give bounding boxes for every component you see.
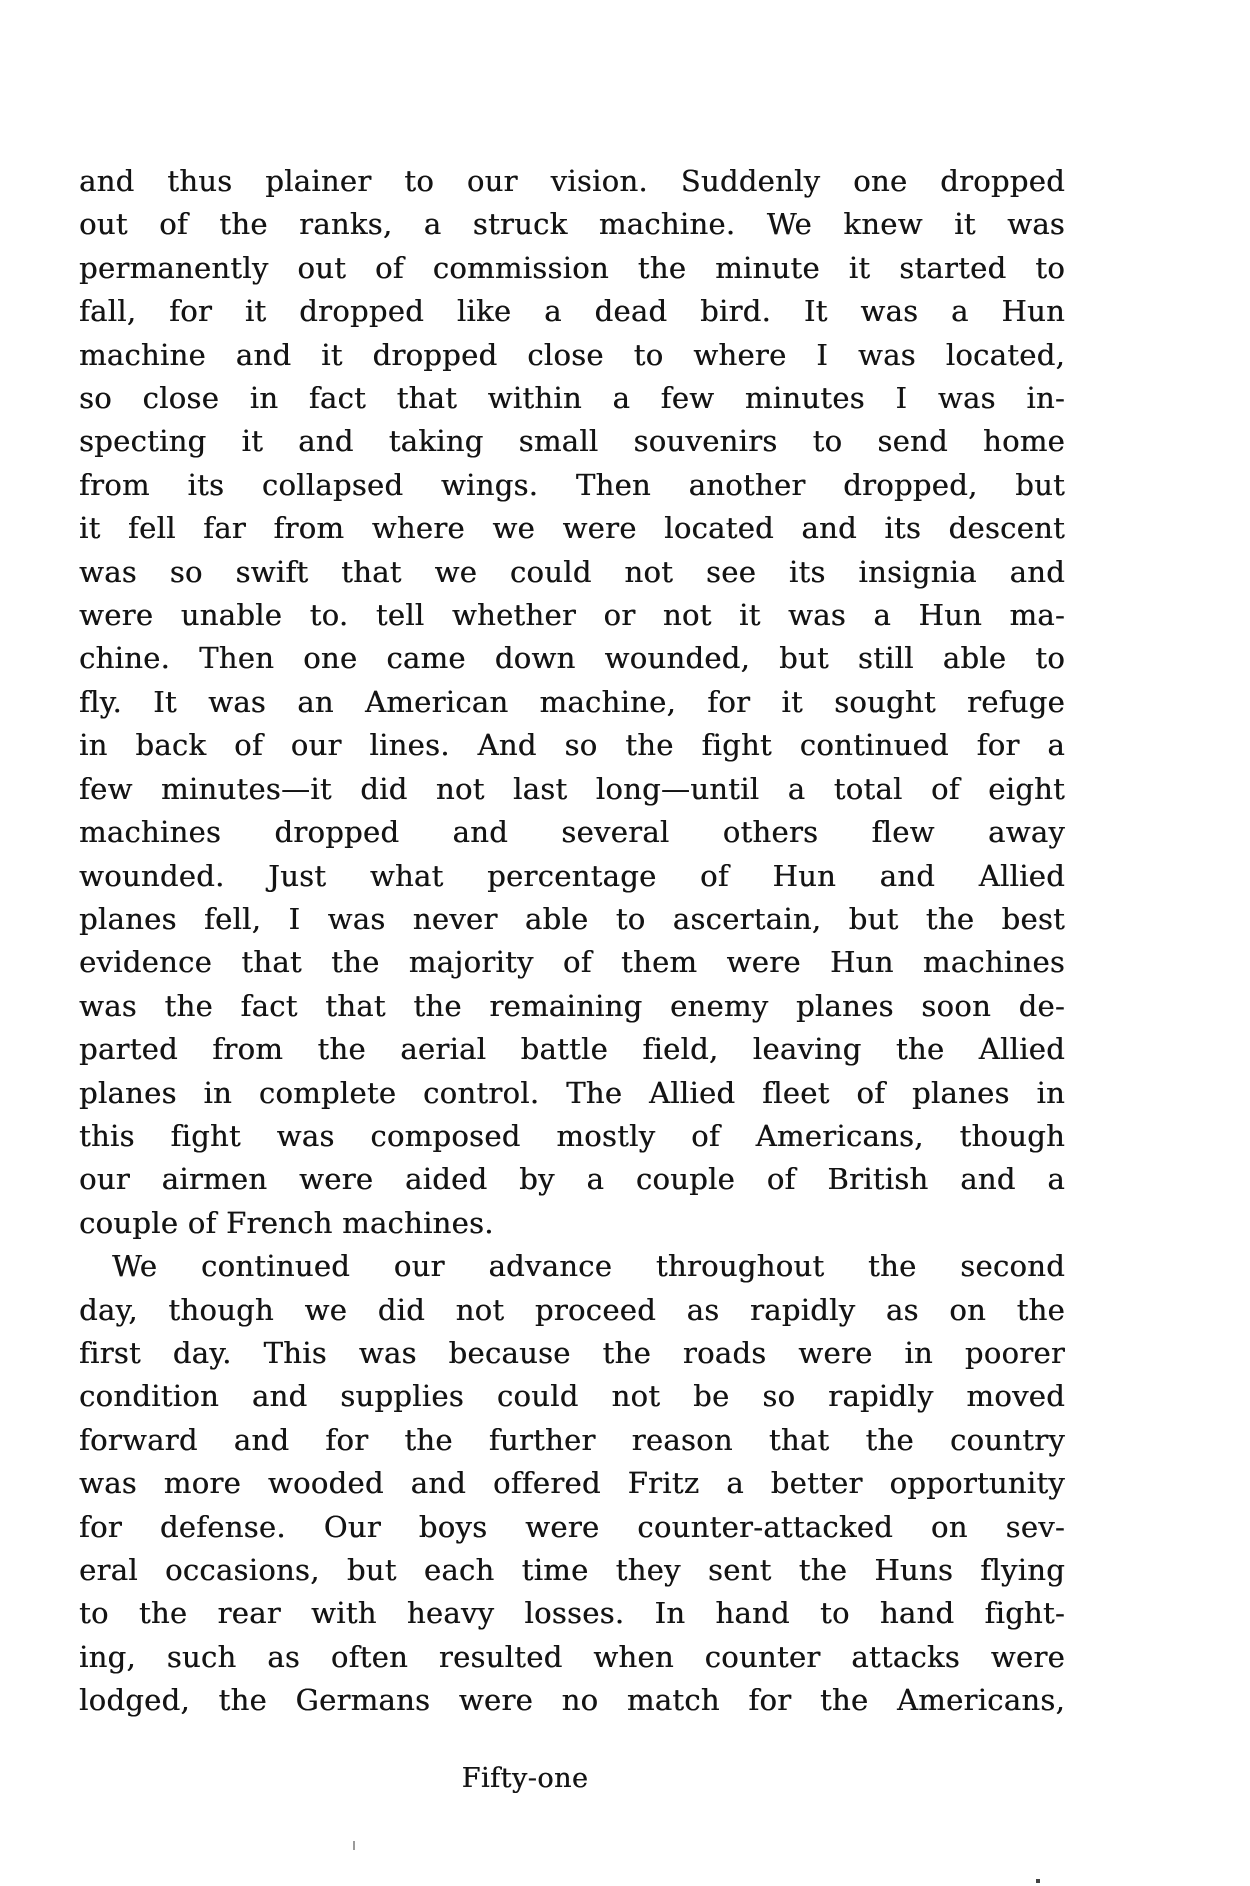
text-line: first day. This was because the roads were in poorer — [79, 1335, 1065, 1370]
text-line: planes fell, I was never able to ascertain, but the best — [79, 901, 1065, 936]
text-line: in back of our lines. And so the fight continued for a — [79, 728, 1065, 763]
paragraph-1 — [79, 160, 1065, 1245]
text-line: so close in fact that within a few minutes I was in- — [79, 381, 1065, 416]
text-line: evidence that the majority of them were Hun machines — [79, 945, 1065, 980]
text-line: machine and it dropped close to where I was located, — [79, 337, 1065, 372]
text-line: fall, for it dropped like a dead bird. It was a Hun — [79, 294, 1065, 329]
scan-artifact — [1036, 1879, 1040, 1883]
scan-artifact — [353, 1841, 355, 1850]
text-line: couple of French machines. — [79, 1205, 494, 1240]
text-line: were unable to. tell whether or not it was a Hun ma- — [79, 598, 1065, 633]
text-line: was the fact that the remaining enemy planes soon de- — [79, 988, 1065, 1023]
text-line: was so swift that we could not see its insignia and — [79, 554, 1065, 589]
text-line: ing, such as often resulted when counter attacks were — [79, 1639, 1065, 1674]
text-line: was more wooded and offered Fritz a better opportunity — [79, 1466, 1065, 1501]
page-number-footer: Fifty-one — [461, 1763, 589, 1794]
text-line: planes in complete control. The Allied fleet of planes in — [79, 1075, 1065, 1110]
text-line: permanently out of commission the minute it started to — [79, 250, 1065, 285]
text-line: from its collapsed wings. Then another dropped, but — [79, 467, 1065, 502]
text-line: forward and for the further reason that the country — [79, 1422, 1065, 1457]
text-line: out of the ranks, a struck machine. We knew it was — [79, 207, 1065, 242]
text-line: eral occasions, but each time they sent the Huns flying — [79, 1553, 1065, 1587]
text-line: to the rear with heavy losses. In hand to hand fight- — [79, 1596, 1065, 1631]
text-line: our airmen were aided by a couple of British and a — [79, 1162, 1065, 1197]
page-text — [79, 160, 1065, 1723]
text-line: condition and supplies could not be so rapidly moved — [79, 1379, 1065, 1414]
text-line: parted from the aerial battle field, leaving the Allied — [79, 1032, 1065, 1067]
text-line: specting it and taking small souvenirs to send home — [79, 424, 1065, 459]
text-line: it fell far from where we were located and its descent — [79, 511, 1065, 546]
text-line: few minutes—it did not last long—until a total of eight — [79, 771, 1065, 806]
text-line: lodged, the Germans were no match for the Americans, — [79, 1683, 1065, 1718]
text-line: wounded. Just what percentage of Hun and Allied — [79, 858, 1065, 893]
text-line: We continued our advance throughout the second — [112, 1249, 1065, 1284]
text-line: day, though we did not proceed as rapidly as on the — [79, 1292, 1065, 1327]
text-line: for defense. Our boys were counter-attacked on sev- — [79, 1509, 1065, 1544]
text-line: fly. It was an American machine, for it sought refuge — [79, 684, 1065, 719]
text-line: this fight was composed mostly of Americans, though — [79, 1118, 1065, 1153]
paragraph-2 — [79, 1245, 1065, 1722]
text-line: chine. Then one came down wounded, but still able to — [79, 641, 1065, 676]
text-line: and thus plainer to our vision. Suddenly one dropped — [79, 164, 1065, 198]
text-line: machines dropped and several others flew away — [79, 815, 1065, 850]
